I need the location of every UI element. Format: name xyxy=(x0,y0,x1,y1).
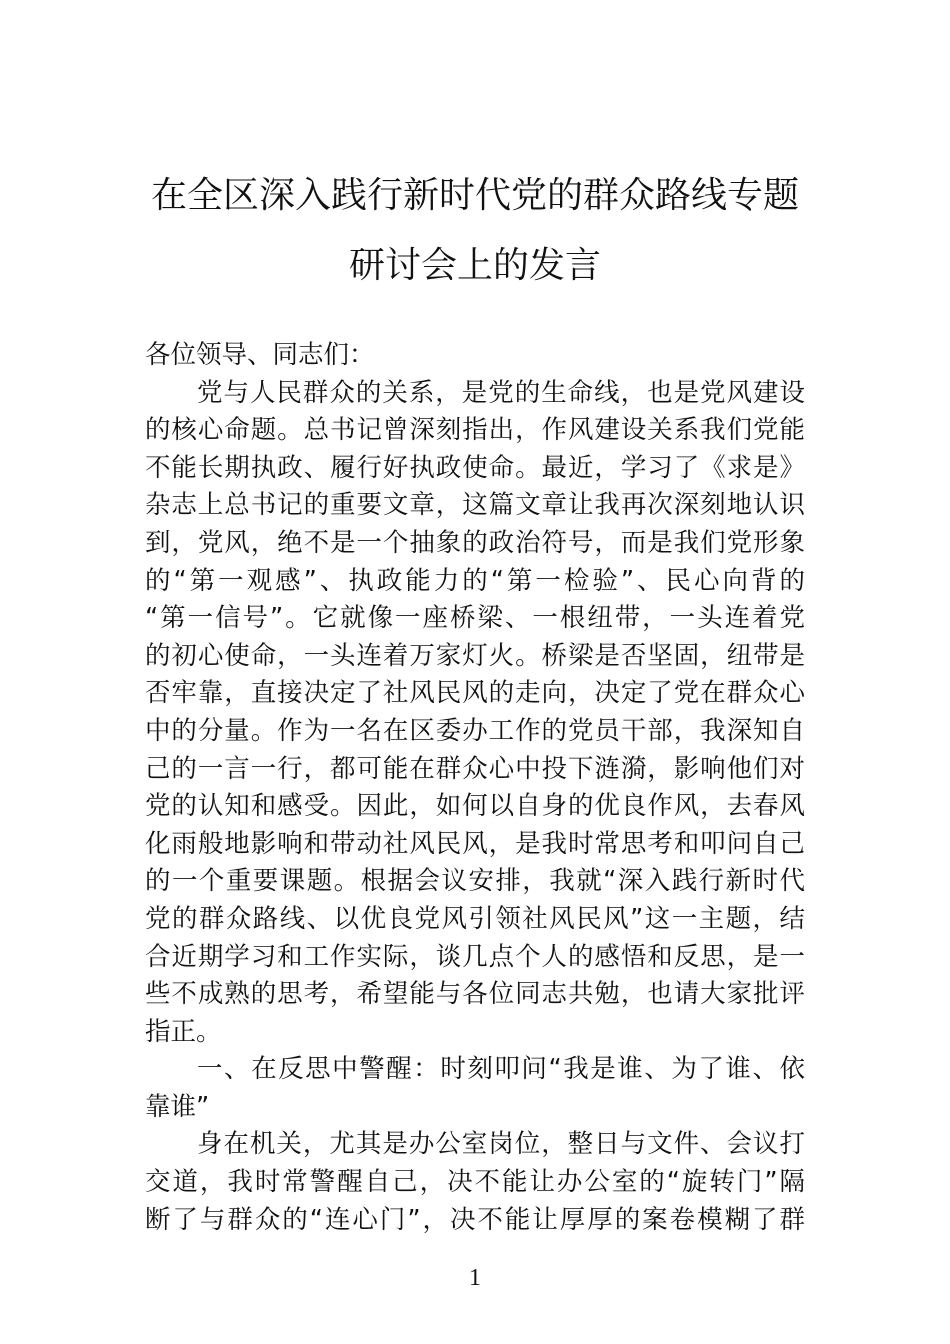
paragraph xyxy=(145,337,805,375)
text-line: 化雨般地影响和带动社风民风，是我时常思考和叩问自己 xyxy=(145,828,805,859)
text-line: 指正。 xyxy=(145,1016,222,1047)
text-line: 一、在反思中警醒：时刻叩问“我是谁、为了谁、依 xyxy=(197,1054,805,1085)
document-body xyxy=(145,337,805,1239)
document-title-line-1: 在全区深入践行新时代党的群众路线专题 xyxy=(150,175,799,216)
text-line: 杂志上总书记的重要文章，这篇文章让我再次深刻地认识 xyxy=(145,490,805,521)
text-line: 靠谁” xyxy=(145,1091,210,1122)
text-line: 交道，我时常警醒自己，决不能让办公室的“旋转门”隔 xyxy=(145,1167,805,1198)
document-title-line-2: 研讨会上的发言 xyxy=(348,245,601,286)
text-line: “第一信号”。它就像一座桥梁、一根纽带，一头连着党 xyxy=(145,603,805,634)
text-line: 的初心使命，一头连着万家灯火。桥梁是否坚固，纽带是 xyxy=(145,640,805,671)
text-line: 的一个重要课题。根据会议安排，我就“深入践行新时代 xyxy=(145,866,805,897)
page-number: 1 xyxy=(469,1265,481,1292)
text-line: 中的分量。作为一名在区委办工作的党员干部，我深知自 xyxy=(145,715,805,746)
text-line: 不能长期执政、履行好执政使命。最近，学习了《求是》 xyxy=(145,452,805,483)
text-line: 己的一言一行，都可能在群众心中投下涟漪，影响他们对 xyxy=(145,753,805,784)
text-line: 党的认知和感受。因此，如何以自身的优良作风，去春风 xyxy=(145,791,805,822)
text-line: 各位领导、同志们： xyxy=(145,340,375,370)
text-line: 身在机关，尤其是办公室岗位，整日与文件、会议打 xyxy=(197,1129,805,1160)
text-line: 合近期学习和工作实际，谈几点个人的感悟和反思，是一 xyxy=(145,941,805,972)
text-line: 断了与群众的“连心门”，决不能让厚厚的案卷模糊了群 xyxy=(145,1204,805,1235)
text-line: 党与人民群众的关系，是党的生命线，也是党风建设 xyxy=(197,377,805,408)
text-line: 些不成熟的思考，希望能与各位同志共勉，也请大家批评 xyxy=(145,979,805,1010)
text-line: 到，党风，绝不是一个抽象的政治符号，而是我们党形象 xyxy=(145,527,805,558)
paragraph xyxy=(145,375,805,1052)
text-line: 否牢靠，直接决定了社风民风的走向，决定了党在群众心 xyxy=(145,678,805,709)
paragraph xyxy=(145,1051,805,1126)
text-line: 的“第一观感”、执政能力的“第一检验”、民心向背的 xyxy=(145,565,805,596)
paragraph xyxy=(145,1126,805,1239)
text-line: 党的群众路线、以优良党风引领社风民风”这一主题，结 xyxy=(145,903,805,934)
text-line: 的核心命题。总书记曾深刻指出，作风建设关系我们党能 xyxy=(145,415,805,446)
